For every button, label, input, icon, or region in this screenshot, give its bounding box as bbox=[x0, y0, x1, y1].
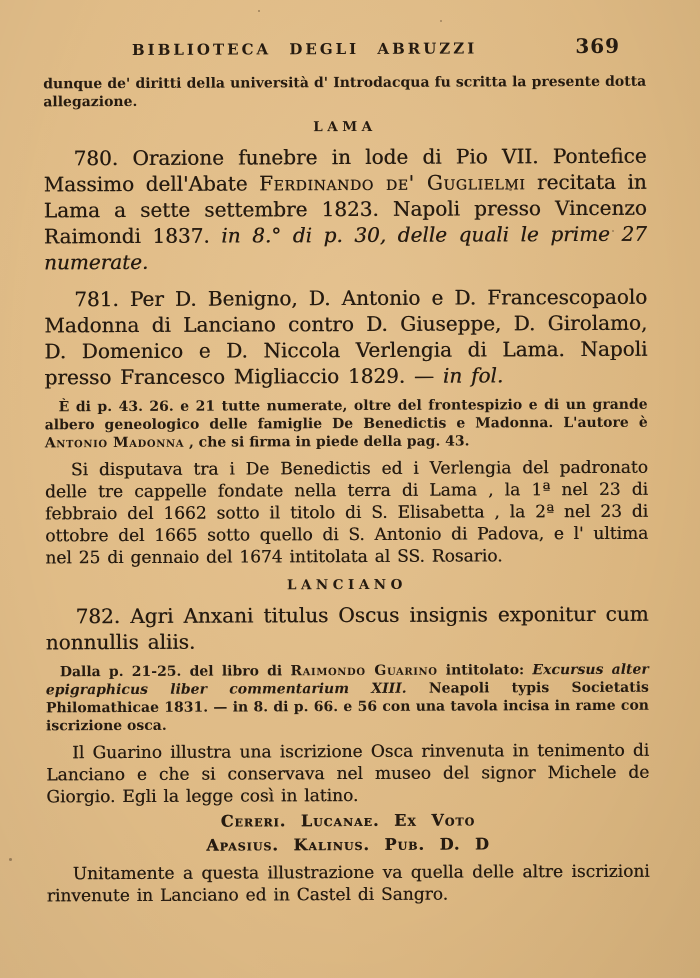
inscription-line-2: Apasius. Kalinus. Pub. D. D bbox=[206, 834, 490, 855]
paragraph-lama-commentary: Si disputava tra i De Benedictis ed i Verlengia del padronato delle tre cappelle fondate nella terra di Lama , la 1ª nel 23 di febbraio del 1662 sotto il titolo di S. Elisabetta , la 2ª nel 23 di ottobre del 1665 sotto quello di S. Antonio di Padova, e l' ultima nel 25 di gennaio del 1674 intitolata al SS. Rosario. bbox=[44, 457, 649, 569]
note-782-text: Neapoli typis Societatis Philomathicae 1831. — in 8. di p. 66. e 56 con una tavola incisa in rame con iscrizione osca. bbox=[45, 679, 649, 735]
note-781-text: , che si firma in piede della pag. 43. bbox=[184, 433, 470, 451]
note-782-text: intitolato: bbox=[437, 662, 533, 679]
page-number: 369 bbox=[575, 33, 621, 59]
section-heading-lama: LAMA bbox=[313, 118, 377, 136]
note-781-author: Antonio Madonna bbox=[44, 434, 185, 452]
entry-780-text: 780. Orazione funebre in lode di Pio VII. Pontefice Massimo dell'Abate bbox=[43, 143, 647, 197]
entry-781-imprint: in fol. bbox=[442, 363, 504, 388]
entry-782: 782. Agri Anxani titulus Oscus insignis exponitur cum nonnullis aliis. bbox=[45, 601, 649, 655]
running-title: BIBLIOTECA DEGLI ABRUZZI bbox=[131, 39, 478, 59]
paragraph-closing: Unitamente a questa illustrazione va quella delle altre iscrizioni rinvenute in Lanciano ed in Castel di Sangro. bbox=[46, 861, 650, 907]
running-head bbox=[43, 33, 646, 64]
note-782-author: Raimondo Guarino bbox=[290, 662, 438, 680]
intro-paragraph: dunque de' diritti della università d' Introdacqua fu scritta la presente dotta allegazione. bbox=[43, 73, 647, 111]
entry-781-text: 781. Per D. Benigno, D. Antonio e D. Francescopaolo Madonna di Lanciano contro D. Giuseppe, D. Girolamo, D. Domenico e D. Niccola Verlengia di Lama. Napoli presso Francesco Migliaccio 1829. — bbox=[44, 284, 648, 390]
entry-780-author: Ferdinando de' Guglielmi bbox=[259, 170, 526, 196]
paragraph-guarino: Il Guarino illustra una iscrizione Osca rinvenuta in tenimento di Lanciano e che si conservava nel museo del signor Michele de Giorgio. Egli la legge così in latino. bbox=[46, 740, 650, 808]
note-782-title: Excursus alter epigraphicus liber commentarium XIII. bbox=[45, 661, 649, 699]
entry-781 bbox=[44, 284, 647, 391]
note-781-text: È di p. 43. 26. e 21 tutte numerate, oltre del frontespizio e di un grande albero geneologico delle famiglie De Benedictis e Madonna. L'autore è bbox=[44, 396, 648, 434]
note-782-text: Dalla p. 21-25. del libro di bbox=[59, 663, 291, 681]
section-heading-lanciano: LANCIANO bbox=[286, 576, 407, 594]
note-782 bbox=[46, 661, 649, 736]
entry-780 bbox=[43, 143, 647, 276]
note-781 bbox=[45, 396, 648, 453]
inscription-line-1: Cereri. Lucanae. Ex Voto bbox=[220, 810, 476, 831]
entry-780-text: recitata in Lama a sette settembre 1823. Napoli presso Vincenzo Raimondi 1837. bbox=[43, 169, 647, 249]
entry-780-imprint: in 8.° di p. 30, delle quali le prime 27 numerate. bbox=[43, 221, 647, 275]
